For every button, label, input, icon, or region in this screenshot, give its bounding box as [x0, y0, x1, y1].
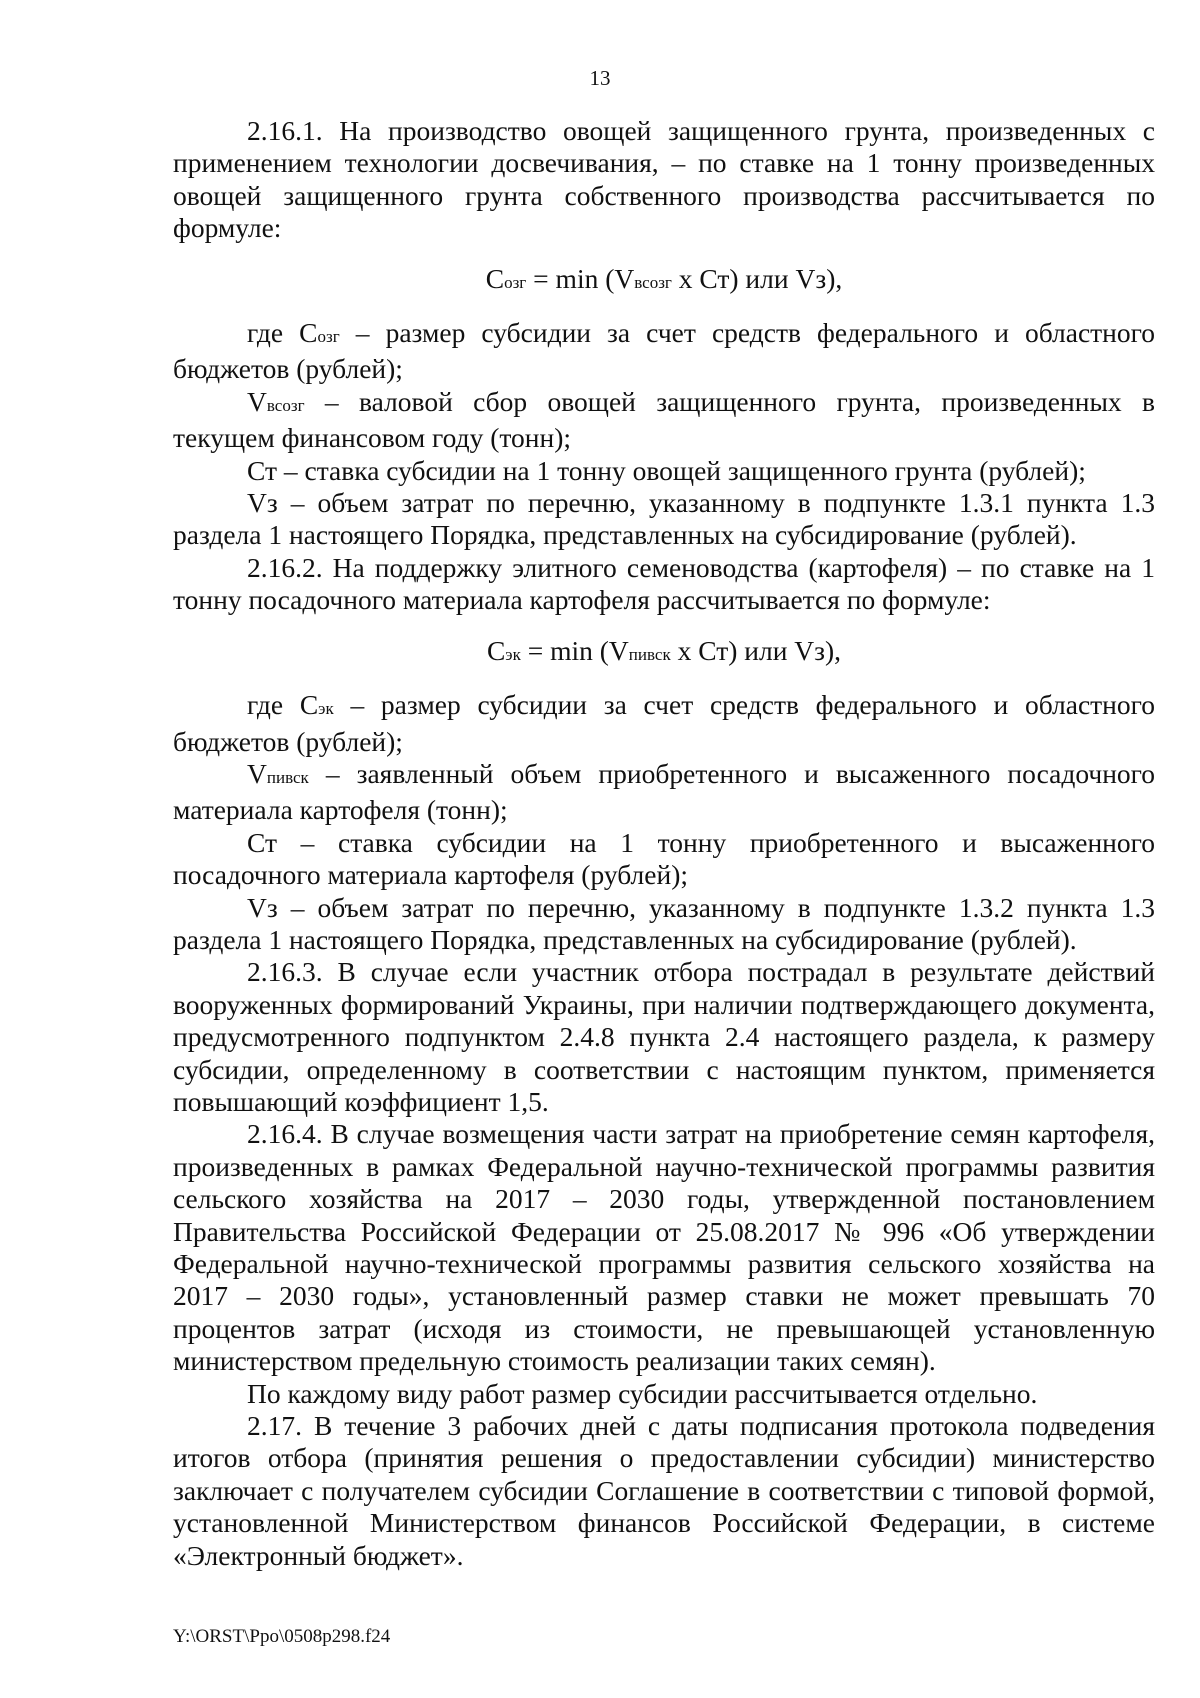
- paragraph-2-16-4: 2.16.4. В случае возмещения части затрат на приобретение семян картофеля, произведенных в рамках Федеральной научно-технической программы развития сельского хозяйства на 2017 – 2030 годы, утвержденной постановлением Правительства Российской Федерации от 25.08.2017 № 996 «Об утверждении Федеральной научно-технической программы развития сельского хозяйства на 2017 – 2030 годы», установленный размер ставки не может превышать 70 процентов затрат (исходя из стоимости, не превышающей установленную министерством предельную стоимость реализации таких семян).: [173, 1118, 1155, 1377]
- formula-symbol: С: [486, 634, 506, 666]
- definition-text: где С: [247, 317, 318, 349]
- definition-sozg: [173, 317, 1155, 386]
- definition-st-1: Ст – ставка субсидии на 1 тонну овощей защищенного грунта (рублей);: [247, 454, 1086, 486]
- formula-text: = min (V: [526, 262, 635, 294]
- document-body: [173, 115, 1155, 1572]
- formula-subscript: всозг: [634, 272, 672, 292]
- definition-text: где С: [247, 689, 319, 721]
- paragraph-2-16-2: 2.16.2. На поддержку элитного семеноводства (картофеля) – по ставке на 1 тонну посадочного материала картофеля рассчитывается по формуле:: [173, 551, 1155, 616]
- paragraph-2-16-1: 2.16.1. На производство овощей защищенного грунта, произведенных с применением технологии досвечивания, – по ставке на 1 тонну произведенных овощей защищенного грунта собственного производства рассчитывается по формуле:: [173, 115, 1155, 244]
- definition-subscript: озг: [317, 327, 340, 347]
- formula-text: x Ст) или Vз),: [670, 634, 842, 666]
- definition-subscript: всозг: [266, 395, 305, 415]
- definition-st-2: Ст – ставка субсидии на 1 тонну приобретенного и высаженного посадочного материала картофеля (рублей);: [173, 826, 1155, 891]
- definition-text: – заявленный объем приобретенного и высаженного посадочного материала картофеля (тонн);: [173, 757, 1155, 826]
- paragraph-2-17: 2.17. В течение 3 рабочих дней с даты подписания протокола подведения итогов отбора (принятия решения о предоставлении субсидии) министерство заключает с получателем субсидии Соглашение в соответствии с типовой формой, установленной Министерством финансов Российской Федерации, в системе «Электронный бюджет».: [173, 1410, 1155, 1571]
- formula-subscript: пивск: [628, 644, 671, 664]
- file-path-footer: Y:\ORST\Ppo\0508p298.f24: [173, 1626, 391, 1647]
- definition-vz-1: Vз – объем затрат по перечню, указанному в подпункте 1.3.1 пункта 1.3 раздела 1 настоящего Порядка, представленных на субсидирование (рублей).: [173, 487, 1155, 551]
- definition-text: – размер субсидии за счет средств федерального и областного бюджетов (рублей);: [173, 317, 1155, 385]
- definition-text: V: [247, 385, 267, 417]
- formula-sek: [173, 635, 1155, 671]
- definition-subscript: пивск: [266, 767, 309, 787]
- page-number: 13: [589, 66, 611, 90]
- formula-subscript: эк: [505, 644, 521, 664]
- paragraph-2-16-3: 2.16.3. В случае если участник отбора пострадал в результате действий вооруженных формирований Украины, при наличии подтверждающего документа, предусмотренного подпунктом 2.4.8 пункта 2.4 настоящего раздела, к размеру субсидии, определенному в соответствии с настоящим пунктом, применяется повышающий коэффициент 1,5.: [173, 956, 1155, 1117]
- paragraph-separate-calculation: По каждому виду работ размер субсидии рассчитывается отдельно.: [247, 1377, 1038, 1409]
- definition-text: V: [247, 757, 267, 789]
- definition-text: – валовой сбор овощей защищенного грунта, произведенных в текущем финансовом году (тонн);: [173, 385, 1155, 454]
- formula-text: = min (V: [520, 634, 629, 666]
- formula-symbol: С: [485, 262, 505, 294]
- definition-subscript: эк: [318, 699, 334, 719]
- definition-vz-2: Vз – объем затрат по перечню, указанному в подпункте 1.3.2 пункта 1.3 раздела 1 настоящего Порядка, представленных на субсидирование (рублей).: [173, 891, 1155, 955]
- definition-vpivsk: [173, 758, 1155, 827]
- formula-text: x Ст) или Vз),: [671, 262, 843, 294]
- definition-vsozg: [173, 386, 1155, 455]
- definition-sek: [173, 689, 1155, 758]
- formula-subscript: озг: [504, 272, 527, 292]
- definition-text: – размер субсидии за счет средств федерального и областного бюджетов (рублей);: [173, 689, 1155, 757]
- formula-sozg: [173, 263, 1155, 299]
